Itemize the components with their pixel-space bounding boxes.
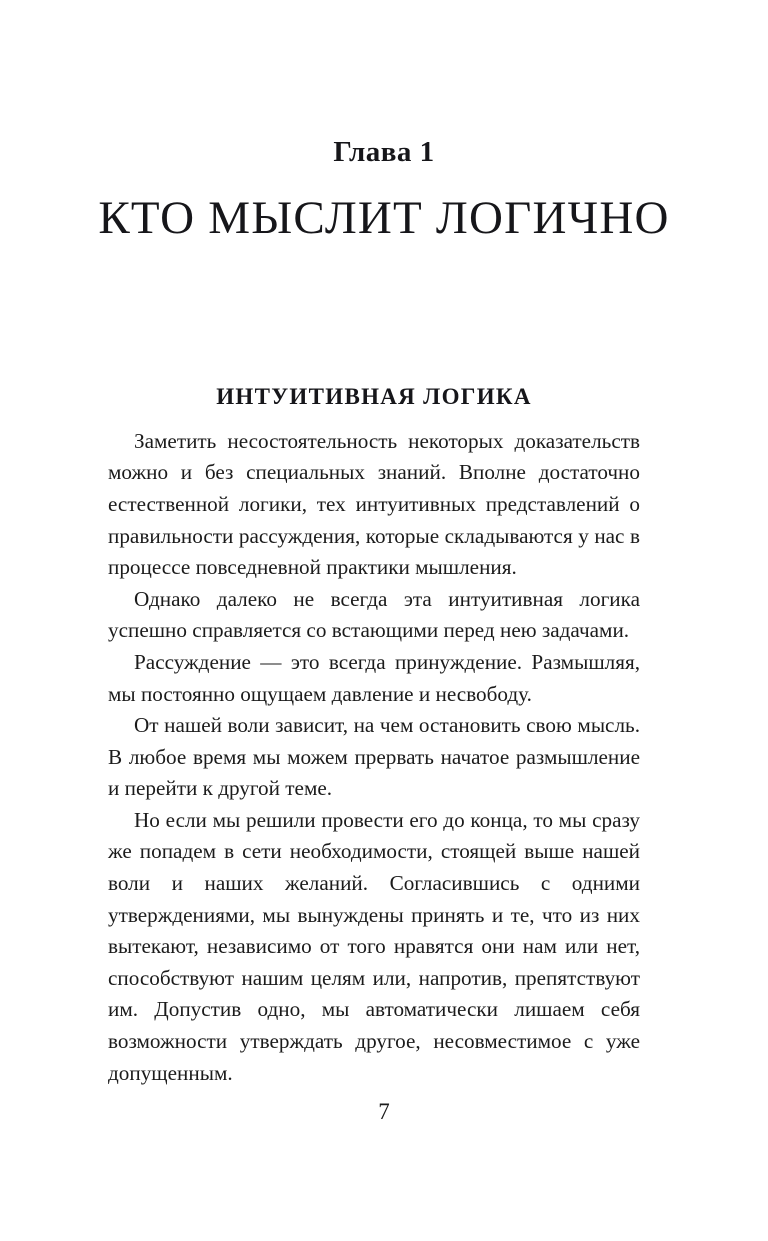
body-paragraph: Заметить несостоятельность некоторых доказательств можно и без специальных знаний. Вполне достаточно естественной логики, тех интуитивных представлений о правильности рассуждения, которые складываются у нас в процессе повседневной практики мышления. <box>108 428 640 580</box>
body-text-column <box>108 383 640 1089</box>
section-heading: ИНТУИТИВНАЯ ЛОГИКА <box>216 384 532 409</box>
body-paragraph: От нашей воли зависит, на чем остановить свою мысль. В любое время мы можем прервать начатое размышление и перейти к другой теме. <box>108 713 640 801</box>
page-number: 7 <box>378 1099 390 1124</box>
body-paragraph: Однако далеко не всегда эта интуитивная логика успешно справляется со встающими перед нею задачами. <box>108 586 640 643</box>
chapter-label: Глава 1 <box>333 136 435 168</box>
body-paragraph: Но если мы решили провести его до конца, то мы сразу же попадем в сети необходимости, стоящей выше нашей воли и наших желаний. Согласившись с одними утверждениями, мы вынуждены принять и те, что из них вытекают, независимо от того нравятся они нам или нет, способствуют нашим целям или, напротив, препятствуют им. Допустив одно, мы автоматически лишаем себя возможности утверждать другое, несовместимое с уже допущенным. <box>108 807 640 1085</box>
chapter-header <box>0 136 768 277</box>
page-title: КТО МЫСЛИТ ЛОГИЧНО <box>98 192 670 245</box>
body-paragraph: Рассуждение — это всегда принуждение. Размышляя, мы постоянно ощущаем давление и несвободу. <box>108 649 640 706</box>
